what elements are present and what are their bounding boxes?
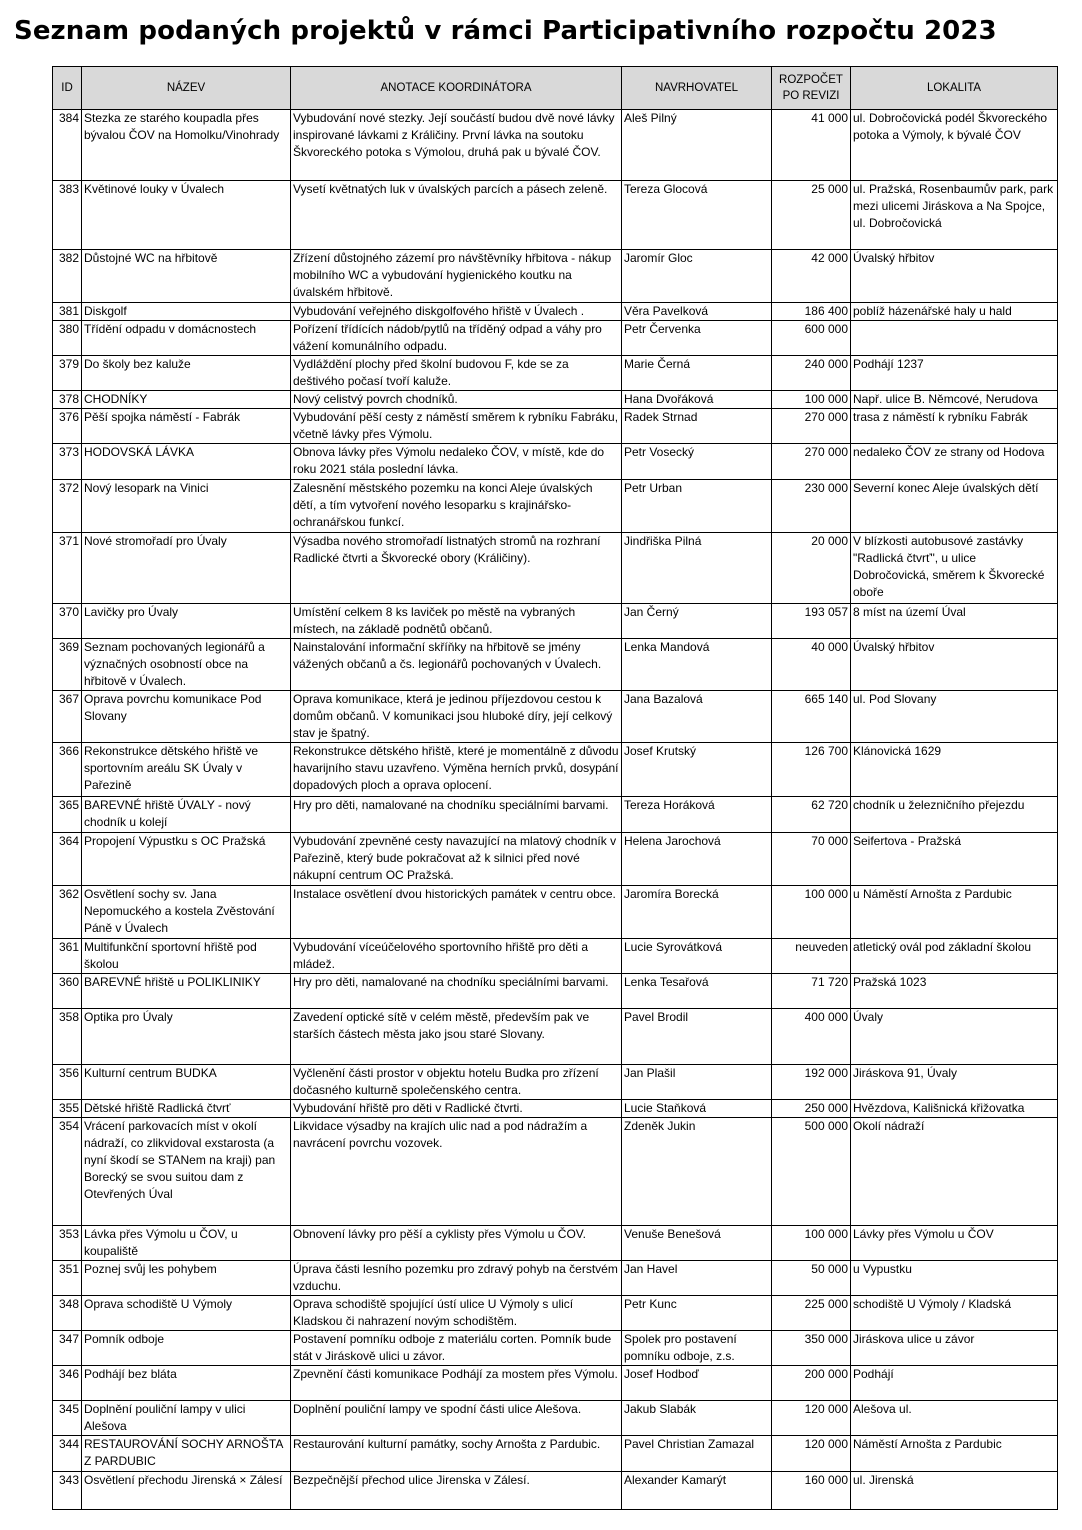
header-annotation: ANOTACE KOORDINÁTORA [291,67,622,110]
cell-location: Náměstí Arnošta z Pardubic [851,1436,1058,1472]
cell-name: Diskgolf [82,303,291,321]
cell-budget: 42 000 [772,250,851,303]
cell-proposer: Jan Havel [622,1261,772,1296]
cell-proposer: Jaromíra Borecká [622,886,772,939]
cell-location: nedaleko ČOV ze strany od Hodova [851,444,1058,480]
cell-name: Osvětlení přechodu Jirenská × Zálesí [82,1472,291,1510]
cell-budget: 193 057 [772,604,851,639]
cell-location: Úvaly [851,1009,1058,1065]
cell-annotation: Hry pro děti, namalované na chodníku speciálními barvami. [291,974,622,1009]
cell-proposer: Věra Pavelková [622,303,772,321]
cell-name: Nový lesopark na Vinici [82,480,291,533]
cell-proposer: Josef Krutský [622,743,772,797]
table-row [53,1436,1058,1472]
cell-budget: 250 000 [772,1100,851,1118]
cell-name: Stezka ze starého koupadla přes bývalou ČOV na Homolku/Vinohrady [82,110,291,181]
cell-annotation: Obnovení lávky pro pěší a cyklisty přes Výmolu u ČOV. [291,1226,622,1261]
table-row [53,409,1058,444]
table-row [53,1118,1058,1226]
cell-budget: 25 000 [772,181,851,250]
cell-annotation: Vybudování zpevněné cesty navazující na mlatový chodník v Pařezině, který bude pokračovat až k silnici před nové nákupní centrum OC Pražská. [291,833,622,886]
cell-location: Pražská 1023 [851,974,1058,1009]
cell-proposer: Spolek pro postavení pomníku odboje, z.s. [622,1331,772,1366]
cell-location: Klánovická 1629 [851,743,1058,797]
cell-budget: 350 000 [772,1331,851,1366]
cell-location: Jiráskova 91, Úvaly [851,1065,1058,1100]
cell-location: Podhájí 1237 [851,356,1058,391]
cell-annotation: Nainstalování informační skříňky na hřbitově se jmény vážených občanů a čs. legionářů pochovaných v Úvalech. [291,639,622,691]
table-row [53,1009,1058,1065]
cell-id: 366 [53,743,82,797]
cell-location: V blízkosti autobusové zastávky "Radlická čtvrť", u ulice Dobročovická, směrem k Škvorecké oboře [851,533,1058,604]
header-id: ID [53,67,82,110]
cell-proposer: Jakub Slabák [622,1401,772,1436]
cell-annotation: Zpevnění části komunikace Podhájí za mostem přes Výmolu. [291,1366,622,1401]
header-proposer: NAVRHOVATEL [622,67,772,110]
cell-id: 373 [53,444,82,480]
cell-name: Oprava schodiště U Výmoly [82,1296,291,1331]
cell-proposer: Hana Dvořáková [622,391,772,409]
table-row [53,1472,1058,1510]
cell-budget: 62 720 [772,797,851,833]
cell-location: Úvalský hřbitov [851,250,1058,303]
cell-location: chodník u železničního přejezdu [851,797,1058,833]
table-row [53,1100,1058,1118]
cell-budget: 400 000 [772,1009,851,1065]
cell-proposer: Josef Hodboď [622,1366,772,1401]
cell-id: 355 [53,1100,82,1118]
cell-proposer: Petr Kunc [622,1296,772,1331]
cell-name: Rekonstrukce dětského hřiště ve sportovním areálu SK Úvaly v Pařezině [82,743,291,797]
cell-name: Propojení Výpustku s OC Pražská [82,833,291,886]
cell-id: 376 [53,409,82,444]
table-row [53,797,1058,833]
cell-id: 347 [53,1331,82,1366]
cell-annotation: Restaurování kulturní památky, sochy Arnošta z Pardubic. [291,1436,622,1472]
cell-annotation: Vydláždění plochy před školní budovou F, kde se za deštivého počasí tvoří kaluže. [291,356,622,391]
cell-budget: 500 000 [772,1118,851,1226]
cell-location: ul. Pražská, Rosenbaumův park, park mezi ulicemi Jiráskova a Na Spojce, ul. Dobročovická [851,181,1058,250]
cell-location: Okolí nádraží [851,1118,1058,1226]
cell-location: Podhájí [851,1366,1058,1401]
cell-annotation: Zalesnění městského pozemku na konci Aleje úvalských dětí, a tím vytvoření nového lesoparku s krajinářsko-ochranářskou funkcí. [291,480,622,533]
cell-id: 348 [53,1296,82,1331]
cell-id: 372 [53,480,82,533]
cell-budget: 200 000 [772,1366,851,1401]
cell-annotation: Hry pro děti, namalované na chodníku speciálními barvami. [291,797,622,833]
table-body [53,110,1058,1510]
cell-annotation: Vybudování víceúčelového sportovního hřiště pro děti a mládež. [291,939,622,974]
cell-budget: 71 720 [772,974,851,1009]
cell-id: 378 [53,391,82,409]
cell-name: Optika pro Úvaly [82,1009,291,1065]
cell-annotation: Vybudování hřiště pro děti v Radlické čtvrti. [291,1100,622,1118]
cell-location: trasa z náměstí k rybníku Fabrák [851,409,1058,444]
cell-annotation: Oprava komunikace, která je jedinou příjezdovou cestou k domům občanů. V komunikaci jsou hluboké díry, její celkový stav je špatný. [291,691,622,743]
cell-proposer: Zdeněk Jukin [622,1118,772,1226]
cell-id: 343 [53,1472,82,1510]
cell-id: 369 [53,639,82,691]
cell-id: 382 [53,250,82,303]
cell-id: 371 [53,533,82,604]
cell-id: 346 [53,1366,82,1401]
table-row [53,639,1058,691]
cell-budget: 40 000 [772,639,851,691]
cell-proposer: Jaromír Gloc [622,250,772,303]
table-row [53,250,1058,303]
cell-budget: 186 400 [772,303,851,321]
cell-location: 8 míst na území Úval [851,604,1058,639]
cell-location: Jiráskova ulice u závor [851,1331,1058,1366]
projects-table [52,66,1058,1510]
cell-budget: 20 000 [772,533,851,604]
cell-id: 353 [53,1226,82,1261]
cell-annotation: Vyčlenění části prostor v objektu hotelu Budka pro zřízení dočasného kulturně společenského centra. [291,1065,622,1100]
table-row [53,1226,1058,1261]
cell-location: Např. ulice B. Němcové, Nerudova [851,391,1058,409]
cell-budget: 100 000 [772,391,851,409]
cell-location: Alešova ul. [851,1401,1058,1436]
cell-budget: 120 000 [772,1401,851,1436]
cell-annotation: Zavedení optické sítě v celém městě, především pak ve starších částech města jako jsou staré Slovany. [291,1009,622,1065]
table-row [53,691,1058,743]
cell-budget: 120 000 [772,1436,851,1472]
cell-proposer: Jan Černý [622,604,772,639]
cell-proposer: Radek Strnad [622,409,772,444]
cell-proposer: Jana Bazalová [622,691,772,743]
cell-location: Hvězdova, Kališnická křižovatka [851,1100,1058,1118]
cell-location: u Vypustku [851,1261,1058,1296]
cell-id: 356 [53,1065,82,1100]
table-row [53,321,1058,356]
cell-id: 367 [53,691,82,743]
header-budget-line1: ROZPOČET [779,74,843,86]
page-title: Seznam podaných projektů v rámci Participativního rozpočtu 2023 [14,16,997,46]
cell-location: Severní konec Aleje úvalských dětí [851,480,1058,533]
cell-annotation: Doplnění pouliční lampy ve spodní části ulice Alešova. [291,1401,622,1436]
cell-name: Pomník odboje [82,1331,291,1366]
cell-budget: 192 000 [772,1065,851,1100]
table-header [53,67,1058,110]
cell-annotation: Úprava části lesního pozemku pro zdravý pohyb na čerstvém vzduchu. [291,1261,622,1296]
cell-proposer: Petr Vosecký [622,444,772,480]
table-row [53,604,1058,639]
cell-id: 370 [53,604,82,639]
cell-location: ul. Dobročovická podél Škvoreckého potoka a Výmoly, k bývalé ČOV [851,110,1058,181]
cell-proposer: Lenka Mandová [622,639,772,691]
cell-location: poblíž házenářské haly u hald [851,303,1058,321]
cell-proposer: Lucie Staňková [622,1100,772,1118]
cell-budget: 100 000 [772,1226,851,1261]
cell-annotation: Likvidace výsadby na krajích ulic nad a pod nádražím a navrácení povrchu vozovek. [291,1118,622,1226]
cell-name: Seznam pochovaných legionářů a význačných osobností obce na hřbitově v Úvalech. [82,639,291,691]
table-row [53,939,1058,974]
cell-budget: 240 000 [772,356,851,391]
cell-annotation: Bezpečnější přechod ulice Jirenska v Zálesí. [291,1472,622,1510]
table-row [53,181,1058,250]
cell-location [851,321,1058,356]
cell-budget: 230 000 [772,480,851,533]
cell-budget: 41 000 [772,110,851,181]
cell-budget: neuveden [772,939,851,974]
cell-location: atletický ovál pod základní školou [851,939,1058,974]
table-row [53,444,1058,480]
cell-name: Poznej svůj les pohybem [82,1261,291,1296]
cell-name: CHODNÍKY [82,391,291,409]
cell-budget: 160 000 [772,1472,851,1510]
cell-name: Do školy bez kaluže [82,356,291,391]
table-row [53,480,1058,533]
cell-annotation: Pořízení třídících nádob/pytlů na tříděný odpad a váhy pro vážení komunálního odpadu. [291,321,622,356]
cell-annotation: Instalace osvětlení dvou historických památek v centru obce. [291,886,622,939]
cell-id: 362 [53,886,82,939]
cell-proposer: Lucie Syrovátková [622,939,772,974]
cell-name: Květinové louky v Úvalech [82,181,291,250]
cell-id: 351 [53,1261,82,1296]
cell-proposer: Petr Červenka [622,321,772,356]
cell-name: Kulturní centrum BUDKA [82,1065,291,1100]
cell-id: 358 [53,1009,82,1065]
cell-annotation: Oprava schodiště spojující ústí ulice U Výmoly s ulicí Kladskou či nahrazení novým schodištěm. [291,1296,622,1331]
cell-budget: 270 000 [772,409,851,444]
cell-proposer: Jan Plašil [622,1065,772,1100]
cell-name: Oprava povrchu komunikace Pod Slovany [82,691,291,743]
cell-name: BAREVNÉ hřiště ÚVALY - nový chodník u kolejí [82,797,291,833]
cell-proposer: Jindřiška Pilná [622,533,772,604]
cell-annotation: Rekonstrukce dětského hřiště, které je momentálně z důvodu havarijního stavu uzavřeno. Výměna herních prvků, dosypání dopadových ploch a oprava oplocení. [291,743,622,797]
cell-id: 384 [53,110,82,181]
cell-name: Osvětlení sochy sv. Jana Nepomuckého a kostela Zvěstování Páně v Úvalech [82,886,291,939]
cell-name: Multifunkční sportovní hřiště pod školou [82,939,291,974]
cell-name: Třídění odpadu v domácnostech [82,321,291,356]
header-location: LOKALITA [851,67,1058,110]
cell-name: Pěší spojka náměstí - Fabrák [82,409,291,444]
cell-proposer: Lenka Tesařová [622,974,772,1009]
header-name: NÁZEV [82,67,291,110]
cell-name: Lavičky pro Úvaly [82,604,291,639]
cell-proposer: Petr Urban [622,480,772,533]
cell-proposer: Alexander Kamarýt [622,1472,772,1510]
table-row [53,1401,1058,1436]
cell-proposer: Marie Černá [622,356,772,391]
table-row [53,1296,1058,1331]
cell-budget: 225 000 [772,1296,851,1331]
table-row [53,356,1058,391]
table-row [53,533,1058,604]
cell-id: 360 [53,974,82,1009]
cell-budget: 665 140 [772,691,851,743]
cell-annotation: Nový celistvý povrch chodníků. [291,391,622,409]
table-row [53,303,1058,321]
cell-id: 364 [53,833,82,886]
cell-name: Podhájí bez bláta [82,1366,291,1401]
cell-id: 361 [53,939,82,974]
cell-name: Nové stromořadí pro Úvaly [82,533,291,604]
cell-location: Seifertova - Pražská [851,833,1058,886]
table-row [53,974,1058,1009]
cell-location: ul. Jirenská [851,1472,1058,1510]
cell-budget: 126 700 [772,743,851,797]
table-row [53,110,1058,181]
cell-proposer: Helena Jarochová [622,833,772,886]
header-budget-line2: PO REVIZI [782,90,840,102]
table-row [53,1331,1058,1366]
cell-annotation: Zřízení důstojného zázemí pro návštěvníky hřbitova - nákup mobilního WC a vybudování hygienického koutku na úvalském hřbitově. [291,250,622,303]
cell-proposer: Pavel Brodil [622,1009,772,1065]
cell-budget: 70 000 [772,833,851,886]
cell-name: Důstojné WC na hřbitově [82,250,291,303]
cell-proposer: Aleš Pilný [622,110,772,181]
cell-annotation: Výsadba nového stromořadí listnatých stromů na rozhraní Radlické čtvrti a Škvorecké obory (Králičiny). [291,533,622,604]
cell-budget: 600 000 [772,321,851,356]
cell-id: 381 [53,303,82,321]
cell-id: 365 [53,797,82,833]
cell-annotation: Vysetí květnatých luk v úvalských parcích a pásech zeleně. [291,181,622,250]
cell-proposer: Pavel Christian Zamazal [622,1436,772,1472]
cell-id: 383 [53,181,82,250]
table-row [53,1261,1058,1296]
table-row [53,391,1058,409]
cell-name: Dětské hřiště Radlická čtvrť [82,1100,291,1118]
cell-id: 379 [53,356,82,391]
table-row [53,743,1058,797]
table-row [53,1366,1058,1401]
cell-name: Vrácení parkovacích míst v okolí nádraží, co zlikvidoval exstarosta (a nyní škodí se STANem na kraji) pan Borecký se svou suitou dam z Otevřených Úval [82,1118,291,1226]
cell-annotation: Umístění celkem 8 ks laviček po městě na vybraných místech, na základě podnětů občanů. [291,604,622,639]
cell-name: Doplnění pouliční lampy v ulici Alešova [82,1401,291,1436]
cell-annotation: Vybudování veřejného diskgolfového hřiště v Úvalech . [291,303,622,321]
cell-proposer: Tereza Horáková [622,797,772,833]
cell-location: u Náměstí Arnošta z Pardubic [851,886,1058,939]
cell-location: schodiště U Výmoly / Kladská [851,1296,1058,1331]
cell-annotation: Obnova lávky přes Výmolu nedaleko ČOV, v místě, kde do roku 2021 stála poslední lávka. [291,444,622,480]
cell-name: BAREVNÉ hřiště u POLIKLINIKY [82,974,291,1009]
cell-proposer: Venuše Benešová [622,1226,772,1261]
cell-name: Lávka přes Výmolu u ČOV, u koupaliště [82,1226,291,1261]
cell-location: Lávky přes Výmolu u ČOV [851,1226,1058,1261]
cell-annotation: Vybudování pěší cesty z náměstí směrem k rybníku Fabráku, včetně lávky přes Výmolu. [291,409,622,444]
cell-id: 380 [53,321,82,356]
cell-budget: 100 000 [772,886,851,939]
table-row [53,833,1058,886]
cell-id: 344 [53,1436,82,1472]
cell-name: HODOVSKÁ LÁVKA [82,444,291,480]
cell-name: RESTAUROVÁNÍ SOCHY ARNOŠTA Z PARDUBIC [82,1436,291,1472]
cell-id: 345 [53,1401,82,1436]
cell-proposer: Tereza Glocová [622,181,772,250]
cell-budget: 50 000 [772,1261,851,1296]
cell-annotation: Postavení pomníku odboje z materiálu corten. Pomník bude stát v Jiráskově ulici u závor. [291,1331,622,1366]
cell-location: ul. Pod Slovany [851,691,1058,743]
cell-annotation: Vybudování nové stezky. Její součástí budou dvě nové lávky inspirované lávkami z Králičiny. První lávka na soutoku Škvoreckého potoka s Výmolou, druhá pak u bývalé ČOV. [291,110,622,181]
header-row [53,67,1058,110]
cell-location: Úvalský hřbitov [851,639,1058,691]
table-row [53,886,1058,939]
table-row [53,1065,1058,1100]
cell-id: 354 [53,1118,82,1226]
cell-budget: 270 000 [772,444,851,480]
header-budget [772,67,851,110]
